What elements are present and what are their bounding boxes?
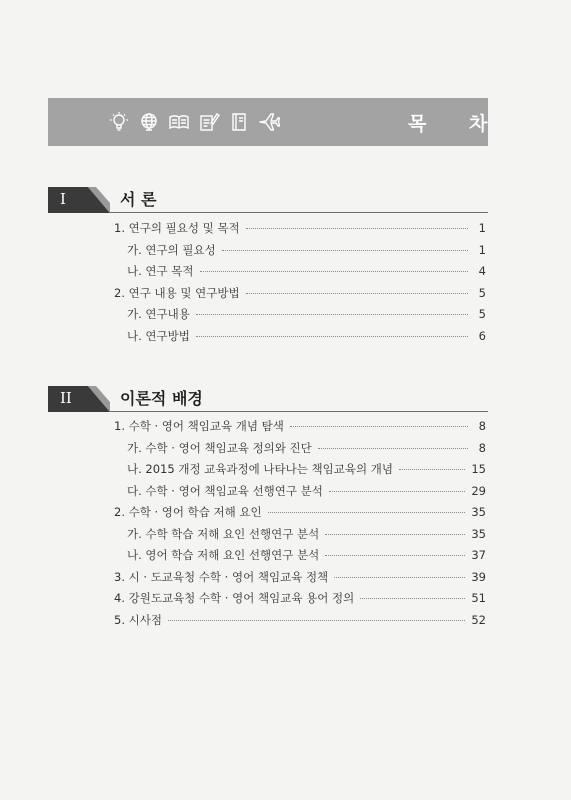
toc-entry-page: 35 — [471, 505, 486, 519]
toc-leader-dots — [246, 228, 468, 229]
toc-entry-page: 15 — [471, 462, 486, 476]
section-numeral: II — [60, 389, 72, 407]
toc-entry-label: 나. 2015 개정 교육과정에 나타나는 책임교육의 개념 — [127, 462, 393, 476]
toc-entry[interactable] — [114, 328, 486, 350]
toc-entry-label: 나. 연구방법 — [127, 328, 190, 343]
open-book-icon — [168, 111, 190, 133]
section-title: 이론적 배경 — [120, 389, 203, 408]
airplane-icon — [258, 111, 280, 133]
section-title: 서 론 — [120, 190, 157, 209]
toc-entry-label: 3. 시 · 도교육청 수학 · 영어 책임교육 정책 — [114, 569, 329, 584]
toc-entry-page: 37 — [471, 548, 486, 562]
toc-leader-dots — [200, 271, 468, 272]
toc-entry[interactable] — [114, 220, 486, 242]
toc-entry[interactable] — [114, 440, 486, 462]
toc-leader-dots — [360, 598, 465, 599]
section-header-2 — [48, 386, 488, 412]
toc-entry-label: 2. 수학 · 영어 학습 저해 요인 — [114, 505, 262, 519]
toc-entry[interactable] — [114, 612, 486, 634]
section-header-1 — [48, 187, 488, 213]
toc-entry[interactable] — [114, 483, 486, 505]
toc-leader-dots — [325, 555, 465, 556]
toc-entry[interactable] — [114, 504, 486, 526]
toc-entry[interactable] — [114, 569, 486, 591]
toc-entry[interactable] — [114, 590, 486, 612]
toc-leader-dots — [334, 577, 465, 578]
toc-entry-page: 1 — [478, 221, 486, 235]
toc-entry[interactable] — [114, 285, 486, 307]
toc-entry-label: 나. 연구 목적 — [127, 264, 194, 278]
section-divider — [110, 411, 488, 412]
toc-entry-label: 1. 수학 · 영어 책임교육 개념 탐색 — [114, 419, 284, 433]
toc-leader-dots — [399, 469, 465, 470]
toc-list-section-1 — [114, 220, 486, 349]
toc-entry-label: 다. 수학 · 영어 책임교육 선행연구 분석 — [127, 483, 323, 498]
section-numeral: I — [60, 190, 66, 208]
globe-icon — [138, 111, 160, 133]
section-divider — [110, 212, 488, 213]
toc-entry-page: 6 — [478, 328, 486, 343]
toc-entry[interactable] — [114, 418, 486, 440]
toc-entry-page: 51 — [471, 591, 486, 605]
toc-leader-dots — [268, 512, 466, 513]
toc-entry-page: 52 — [471, 612, 486, 627]
banner-icon-strip — [108, 111, 280, 133]
toc-leader-dots — [325, 534, 465, 535]
toc-leader-dots — [222, 250, 468, 251]
toc-entry-label: 가. 연구내용 — [127, 307, 190, 321]
toc-leader-dots — [246, 293, 468, 294]
toc-entry-label: 나. 영어 학습 저해 요인 선행연구 분석 — [127, 548, 320, 562]
toc-entry-page: 29 — [471, 483, 486, 498]
toc-entry-label: 가. 수학 학습 저해 요인 선행연구 분석 — [127, 526, 320, 541]
toc-entry-label: 5. 시사점 — [114, 612, 162, 627]
toc-entry-label: 2. 연구 내용 및 연구방법 — [114, 285, 240, 300]
toc-leader-dots — [168, 620, 465, 621]
toc-entry[interactable] — [114, 306, 486, 328]
toc-entry-page: 5 — [478, 307, 486, 321]
toc-entry-label: 가. 수학 · 영어 책임교육 정의와 진단 — [127, 440, 312, 455]
toc-entry-page: 1 — [478, 242, 486, 257]
toc-entry-label: 가. 연구의 필요성 — [127, 242, 216, 257]
toc-entry-page: 8 — [478, 440, 486, 455]
toc-entry-page: 39 — [471, 569, 486, 584]
toc-leader-dots — [196, 314, 468, 315]
section-badge — [48, 187, 110, 213]
notepad-pen-icon — [198, 111, 220, 133]
toc-leader-dots — [329, 491, 465, 492]
lightbulb-icon — [108, 111, 130, 133]
toc-entry[interactable] — [114, 547, 486, 569]
toc-entry-page: 8 — [478, 419, 486, 433]
toc-title: 목 차 — [408, 113, 506, 135]
toc-leader-dots — [290, 426, 468, 427]
section-badge — [48, 386, 110, 412]
toc-list-section-2 — [114, 418, 486, 633]
book-icon — [228, 111, 250, 133]
toc-entry[interactable] — [114, 461, 486, 483]
toc-entry-label: 4. 강원도교육청 수학 · 영어 책임교육 용어 정의 — [114, 591, 355, 605]
toc-entry[interactable] — [114, 242, 486, 264]
toc-entry[interactable] — [114, 263, 486, 285]
toc-entry[interactable] — [114, 526, 486, 548]
toc-leader-dots — [318, 448, 468, 449]
toc-entry-page: 4 — [478, 264, 486, 278]
toc-leader-dots — [196, 336, 468, 337]
toc-banner — [48, 98, 506, 146]
toc-entry-label: 1. 연구의 필요성 및 목적 — [114, 221, 240, 235]
toc-entry-page: 5 — [478, 285, 486, 300]
toc-entry-page: 35 — [471, 526, 486, 541]
